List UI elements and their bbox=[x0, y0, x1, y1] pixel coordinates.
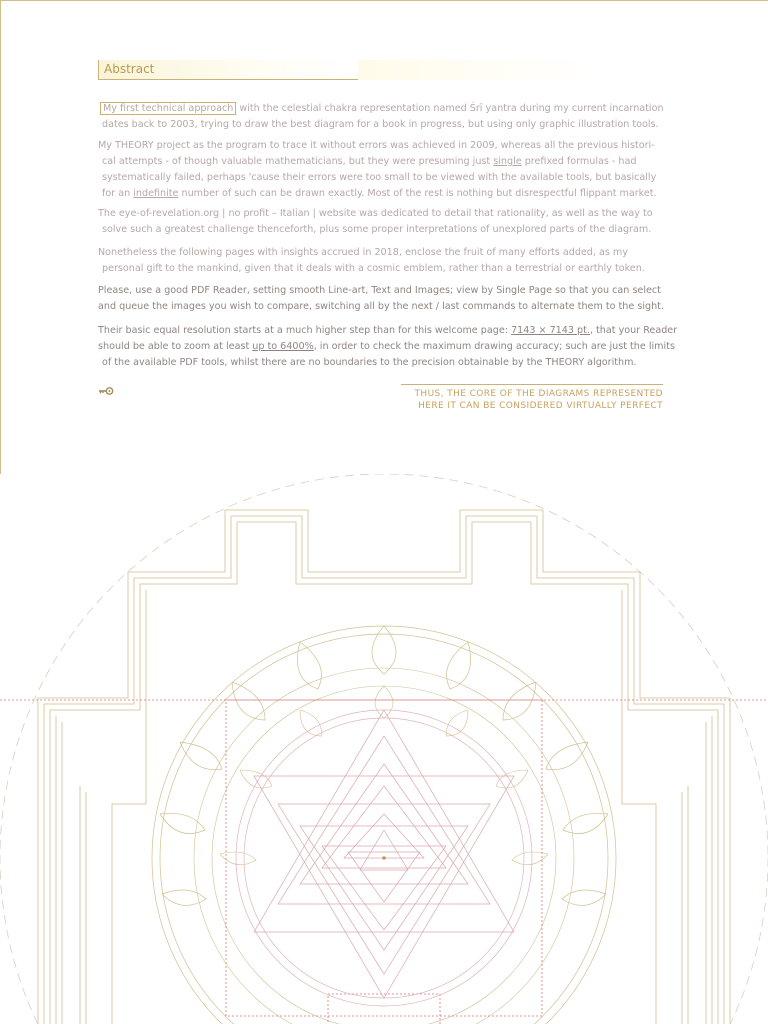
sri-yantra-diagram bbox=[0, 474, 768, 1024]
text-line: My THEORY project as the program to trace it without errors was achieved in 2009, whereas all the previous histori- bbox=[98, 140, 655, 151]
closing-statement bbox=[401, 384, 663, 412]
closing-line-2: HERE IT CAN BE CONSIDERED VIRTUALLY PERFECT bbox=[418, 401, 663, 411]
text-span: , in order to check the maximum drawing accuracy; such are just the limits bbox=[313, 341, 675, 352]
text-span: prefixed formulas - had bbox=[521, 156, 637, 167]
text-line: Nonetheless the following pages with insights accrued in 2018, enclose the fruit of many efforts added, as my bbox=[98, 247, 628, 258]
abstract-heading-fade bbox=[358, 60, 598, 80]
link-single[interactable]: single bbox=[493, 156, 522, 167]
paragraph-first-approach bbox=[98, 101, 673, 133]
paragraph-pdf-reader bbox=[98, 283, 673, 315]
text-line: personal gift to the mankind, given that it deals with a cosmic emblem, rather than a terrestrial or earthly token. bbox=[102, 263, 645, 274]
text-line: of the available PDF tools, whilst there are no boundaries to the precision obtainable by the THEORY algorithm. bbox=[102, 357, 637, 368]
text-span: number of such can be drawn exactly. Most of the rest is nothing but disrespectful flippant market. bbox=[178, 188, 657, 199]
text-span: with the celestial chakra representation named Śrī yantra during my current incarnation bbox=[236, 103, 664, 114]
closing-line-1: THUS, THE CORE OF THE DIAGRAMS REPRESENTED bbox=[414, 389, 663, 399]
link-zoom[interactable]: up to 6400% bbox=[252, 341, 314, 352]
key-icon bbox=[98, 386, 114, 396]
text-line: dates back to 2003, trying to draw the best diagram for a book in progress, but using only graphic illustration tools. bbox=[102, 119, 659, 130]
interlocking-triangles bbox=[254, 710, 514, 998]
paragraph-gift bbox=[98, 245, 673, 277]
text-line: systematically failed, perhaps 'cause their errors were too small to be viewed with the available tools, but basically bbox=[102, 172, 657, 183]
text-span: Their basic equal resolution starts at a much higher step than for this welcome page: bbox=[98, 325, 512, 336]
bindu-center-point bbox=[382, 856, 386, 860]
text-span: should be able to zoom at least bbox=[98, 341, 253, 352]
text-line: solve such a greatest challenge thenceforth, plus some proper interpretations of unexplored parts of the diagram. bbox=[102, 224, 652, 235]
bhupura-square-frame bbox=[38, 510, 730, 1024]
text-line: Please, use a good PDF Reader, setting smooth Line-art, Text and Images; view by Single Page so that you can select bbox=[98, 285, 661, 296]
link-resolution[interactable]: 7143 × 7143 pt. bbox=[511, 325, 590, 336]
paragraph-theory-project bbox=[98, 138, 673, 202]
paragraph-website bbox=[98, 206, 673, 238]
outer-dashed-circle bbox=[0, 474, 768, 1024]
text-span: cal attempts - of though valuable mathematicians, but they were presuming just bbox=[102, 156, 494, 167]
paragraph-resolution bbox=[98, 323, 678, 371]
text-line: and queue the images you wish to compare, switching all by the next / last commands to alternate them to the sight. bbox=[98, 301, 664, 312]
text-span: for an bbox=[102, 188, 134, 199]
abstract-heading-text: Abstract bbox=[104, 62, 155, 76]
text-line: The eye-of-revelation.org | no profit – Italian | website was dedicated to detail that rationality, as well as the way to bbox=[98, 208, 653, 219]
highlighted-phrase: My first technical approach bbox=[100, 102, 236, 115]
link-indefinite[interactable]: indefinite bbox=[133, 188, 179, 199]
abstract-heading bbox=[98, 60, 358, 80]
red-dotted-square bbox=[0, 700, 768, 1024]
text-span: , that your Reader bbox=[589, 325, 678, 336]
